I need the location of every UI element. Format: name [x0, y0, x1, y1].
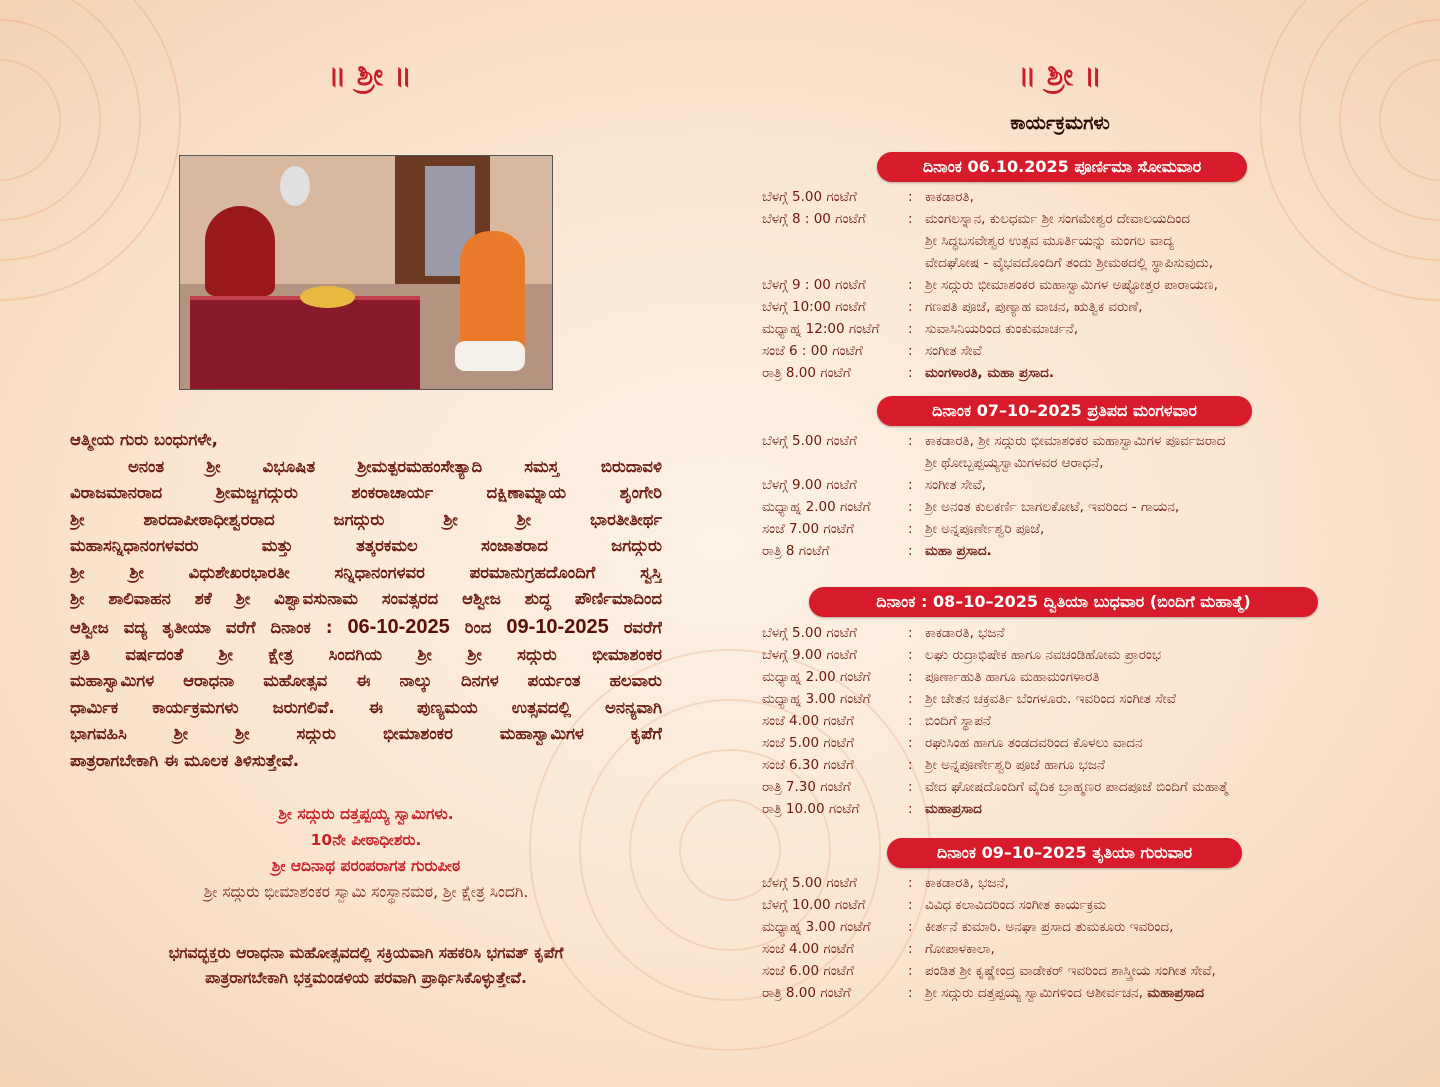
description-text: ಶ್ರೀ ಸಿದ್ಧಬಸವೇಶ್ವರ ಉತ್ಸವ ಮೂರ್ತಿಯನ್ನು ಮಂಗಲ ವಾದ್ಯ: [925, 233, 1174, 249]
schedule-description: [925, 208, 1190, 230]
matha-address: ಶ್ರೀ ಸದ್ಗುರು ಭೀಮಾಶಂಕರ ಸ್ವಾಮಿ ಸಂಸ್ಥಾನಮಠ, ಶ್ರೀ ಕ್ಷೇತ್ರ ಸಿಂದಗಿ.: [203, 883, 529, 901]
schedule-time: ಬೆಳಗ್ಗೆ 9.00 ಗಂಟೆಗೆ: [762, 477, 857, 493]
appeal-line: ಭಗವದ್ಭಕ್ತರು ಆರಾಧನಾ ಮಹೋತ್ಸವದಲ್ಲಿ ಸಕ್ರಿಯವಾಗಿ ಸಹಕರಿಸಿ ಭಗವತ್ ಕೃಪೆಗೆ: [168, 944, 564, 962]
devotee-appeal: [70, 941, 662, 991]
schedule-row: [762, 754, 1229, 776]
schedule-description: [925, 798, 982, 820]
schedule-row: [762, 938, 1216, 960]
schedule-row: [762, 798, 1229, 820]
colon-separator: :: [908, 963, 913, 979]
description-text: ಪೂರ್ಣಾಹುತಿ ಹಾಗೂ ಮಹಾಮಂಗಳಾರತಿ: [925, 669, 1100, 685]
schedule-time: ಸಂಜೆ 6 : 00 ಗಂಟೆಗೆ: [762, 343, 863, 359]
schedule-description: [925, 872, 1009, 894]
schedule-time: ಸಂಜೆ 7.00 ಗಂಟೆಗೆ: [762, 521, 854, 537]
schedule-row: [762, 622, 1229, 644]
description-text: ರಘುಸಿಂಹ ಹಾಗೂ ತಂಡದವರಿಂದ ಕೊಳಲು ವಾದನ: [925, 735, 1143, 751]
schedule-time: ರಾತ್ರಿ 8.00 ಗಂಟೆಗೆ: [762, 985, 851, 1001]
description-text: ಸಂಗೀತ ಸೇವೆ,: [925, 477, 986, 493]
schedule-time: [762, 452, 908, 474]
schedule-time: [762, 230, 908, 252]
date-range-line: [70, 613, 662, 642]
day-banner-3: ದಿನಾಂಕ : 08–10–2025 ದ್ವಿತಿಯಾ ಬುಧವಾರ (ಬಿಂದಿಗೆ ಮಹಾತ್ಮೆ): [809, 587, 1318, 617]
end-date: 09-10-2025: [506, 615, 609, 638]
description-text: ವೇದ ಘೋಷದೊಂದಿಗೆ ವೈದಿಕ ಬ್ರಾಹ್ಮಣರ ಪಾದಪೂಜೆ ಬಿಂದಿಗೆ ಮಹಾತ್ಮೆ: [925, 779, 1229, 795]
schedule-row: [762, 430, 1226, 452]
schedule-time: [762, 252, 908, 274]
day-schedule-2: [762, 430, 1226, 562]
schedule-description: [925, 452, 1104, 474]
description-text: ಸಂಗೀತ ಸೇವೆ: [925, 343, 982, 359]
description-text: ಶ್ರೀ ಸದ್ಗುರು ದತ್ತಪ್ಪಯ್ಯ ಸ್ವಾಮಿಗಳಿಂದ ಆಶೀರ್ವಚನ,: [925, 985, 1148, 1001]
schedule-time: ಸಂಜೆ 5.00 ಗಂಟೆಗೆ: [762, 735, 854, 751]
schedule-row: [762, 710, 1229, 732]
paragraph-line: ಮಹಾಸ್ವಾಮಿಗಳ ಆರಾಧನಾ ಮಹೋತ್ಸವ ಈ ನಾಲ್ಕು ದಿನಗಳ ಪರ್ಯಂತ ಹಲವಾರು: [70, 671, 662, 690]
colon-separator: :: [908, 343, 913, 359]
schedule-description: [925, 252, 1213, 274]
schedule-time: ರಾತ್ರಿ 7.30 ಗಂಟೆಗೆ: [762, 779, 851, 795]
description-text: ಬಿಂದಿಗೆ ಸ್ಥಾಪನೆ: [925, 713, 991, 729]
signature-block: [70, 801, 662, 905]
paragraph-line: ಧಾರ್ಮಿಕ ಕಾರ್ಯಕ್ರಮಗಳು ಜರುಗಲಿವೆ. ಈ ಪುಣ್ಯಮಯ ಉತ್ಸವದಲ್ಲಿ ಅನನ್ಯವಾಗಿ: [70, 697, 662, 717]
colon-separator: :: [908, 801, 913, 817]
day-schedule-4: [762, 872, 1216, 1004]
description-highlight: ಮಂಗಳಾರತಿ, ಮಹಾ ಪ್ರಸಾದ.: [925, 365, 1055, 381]
colon-separator: :: [908, 647, 913, 663]
paragraph-line: ಅನಂತ ಶ್ರೀ ವಿಭೂಷಿತ ಶ್ರೀಮತ್ಪರಮಹಂಸೇತ್ಯಾದಿ ಸಮಸ್ತ ಬಿರುದಾವಳಿ: [128, 456, 662, 476]
schedule-row: [762, 688, 1229, 710]
schedule-row: [762, 186, 1218, 208]
schedule-description: [925, 518, 1044, 540]
schedule-description: [925, 666, 1099, 688]
schedule-time: ಸಂಜೆ 4.00 ಗಂಟೆಗೆ: [762, 941, 854, 957]
schedule-description: [925, 732, 1143, 754]
schedule-time: ಸಂಜೆ 6.00 ಗಂಟೆಗೆ: [762, 963, 854, 979]
schedule-description: [925, 754, 1105, 776]
day-banner-1: ದಿನಾಂಕ 06.10.2025 ಪೂರ್ಣಿಮಾ ಸೋಮವಾರ: [877, 152, 1247, 182]
schedule-time: ಬೆಳಗ್ಗೆ 8 : 00 ಗಂಟೆಗೆ: [762, 211, 866, 227]
schedule-time: ಮಧ್ಯಾಹ್ನ 2.00 ಗಂಟೆಗೆ: [762, 499, 871, 515]
appeal-line: ಪಾತ್ರರಾಗಬೇಕಾಗಿ ಭಕ್ತಮಂಡಳಿಯ ಪರವಾಗಿ ಪ್ರಾರ್ಥಿಸಿಕೊಳ್ಳುತ್ತೇವೆ.: [205, 969, 527, 987]
day-banner-2: ದಿನಾಂಕ 07–10–2025 ಪ್ರತಿಪದ ಮಂಗಳವಾರ: [877, 396, 1252, 426]
colon-separator: :: [908, 477, 913, 493]
schedule-row: [762, 644, 1229, 666]
schedule-description: [925, 540, 992, 562]
schedule-time: ರಾತ್ರಿ 10.00 ಗಂಟೆಗೆ: [762, 801, 860, 817]
description-text: ಮಂಗಲಸ್ನಾನ, ಕುಲಧರ್ಮ ಶ್ರೀ ಸಂಗಮೇಶ್ವರ ದೇವಾಲಯದಿಂದ: [925, 211, 1191, 227]
description-text: ಶ್ರೀ ಥೋಬ್ಬಪ್ಪಯ್ಯಸ್ವಾಮಿಗಳವರ ಆರಾಧನೆ,: [925, 455, 1104, 471]
colon-separator: :: [908, 321, 913, 337]
colon-separator: :: [908, 365, 913, 381]
description-text: ವಿವಿಧ ಕಲಾವಿದರಿಂದ ಸಂಗೀತ ಕಾರ್ಯಕ್ರಮ: [925, 897, 1107, 913]
schedule-description: [925, 776, 1229, 798]
paragraph-line: ಶ್ರೀ ಶ್ರೀ ವಿಧುಶೇಖರಭಾರತೀ ಸನ್ನಿಧಾನಂಗಳವರ ಪರಮಾನುಗ್ರಹದೊಂದಿಗೆ ಸ್ವಸ್ತಿ: [70, 562, 662, 582]
paragraph-line: ಭಾಗವಹಿಸಿ ಶ್ರೀ ಶ್ರೀ ಸದ್ಗುರು ಭೀಮಾಶಂಕರ ಮಹಾಸ್ವಾಮಿಗಳ ಕೃಪೆಗೆ: [70, 724, 662, 743]
date-line-from: ರಿಂದ: [464, 617, 492, 637]
schedule-description: [925, 430, 1226, 452]
schedule-row: [762, 230, 1218, 252]
date-line-prefix: ಆಶ್ವೀಜ ವದ್ಯ ತೃತೀಯಾ ವರೆಗೆ ದಿನಾಂಕ :: [70, 617, 333, 637]
paragraph-line: ಪ್ರತಿ ವರ್ಷದಂತೆ ಶ್ರೀ ಕ್ಷೇತ್ರ ಸಿಂದಗಿಯ ಶ್ರೀ ಶ್ರೀ ಸದ್ಗುರು ಭೀಮಾಶಂಕರ: [70, 644, 662, 664]
schedule-row: [762, 452, 1226, 474]
colon-separator: :: [908, 543, 913, 559]
description-text: ಲಘು ರುದ್ರಾಭಿಷೇಕ ಹಾಗೂ ನವಚಂಡಿಹೋಮ ಪ್ರಾರಂಭ: [925, 647, 1162, 663]
colon-separator: :: [908, 499, 913, 515]
greeting: ಆತ್ಮೀಯ ಗುರು ಬಂಧುಗಳೇ,: [70, 430, 218, 449]
schedule-description: [925, 688, 1176, 710]
schedule-row: [762, 916, 1216, 938]
colon-separator: [908, 452, 925, 474]
schedule-row: [762, 982, 1216, 1004]
schedule-row: [762, 776, 1229, 798]
schedule-time: ರಾತ್ರಿ 8.00 ಗಂಟೆಗೆ: [762, 365, 851, 381]
description-text: ಶ್ರೀ ಸದ್ಗುರು ಭೀಮಾಶಂಕರ ಮಹಾಸ್ವಾಮಿಗಳ ಅಷ್ಟೋತ್ತರ ಪಾರಾಯಣ,: [925, 277, 1218, 293]
description-highlight: ಮಹಾಪ್ರಸಾದ: [1147, 985, 1205, 1001]
schedule-description: [925, 644, 1161, 666]
day-schedule-1: [762, 186, 1218, 384]
colon-separator: :: [908, 919, 913, 935]
signatory-name: ಶ್ರೀ ಸದ್ಗುರು ದತ್ತಪ್ಪಯ್ಯ ಸ್ವಾಮಿಗಳು.: [278, 805, 454, 823]
description-text: ಗಣಪತಿ ಪೂಜೆ, ಪುಣ್ಯಾಹ ವಾಚನ, ಋತ್ವಿಕ ವರುಣೆ,: [925, 299, 1143, 315]
schedule-description: [925, 622, 1005, 644]
description-highlight: ಮಹಾಪ್ರಸಾದ: [925, 801, 982, 817]
schedule-row: [762, 518, 1226, 540]
description-text: ಗೋಪಾಳಕಾಲಾ,: [925, 941, 995, 957]
schedule-row: [762, 362, 1218, 384]
mandala-ornament-top-left: [0, 0, 200, 340]
description-highlight: ಮಹಾ ಪ್ರಸಾದ.: [925, 543, 992, 559]
colon-separator: :: [908, 189, 913, 205]
schedule-time: ಮಧ್ಯಾಹ್ನ 3.00 ಗಂಟೆಗೆ: [762, 919, 871, 935]
colon-separator: :: [908, 669, 913, 685]
schedule-time: ಬೆಳಗ್ಗೆ 10:00 ಗಂಟೆಗೆ: [762, 299, 866, 315]
description-text: ಶ್ರೀ ಅನಂತ ಕುಲಕರ್ಣಿ ಬಾಗಲಕೋಟೆ, ಇವರಿಂದ - ಗಾಯನ,: [925, 499, 1180, 515]
colon-separator: :: [908, 897, 913, 913]
description-text: ಪಂಡಿತ ಶ್ರೀ ಕೃಷ್ಣೇಂದ್ರ ವಾಡೇಕರ್ ಇವರಿಂದ ಶಾಸ್ತ್ರೀಯ ಸಂಗೀತ ಸೇವೆ,: [925, 963, 1216, 979]
schedule-description: [925, 916, 1173, 938]
colon-separator: [908, 230, 925, 252]
paragraph-line: ವಿರಾಜಮಾನರಾದ ಶ್ರೀಮಜ್ಜಗದ್ಗುರು ಶಂಕರಾಚಾರ್ಯ ದಕ್ಷಿಣಾಮ್ನಾಯ ಶೃಂಗೇರಿ: [70, 483, 662, 502]
colon-separator: :: [908, 211, 913, 227]
schedule-description: [925, 894, 1106, 916]
schedule-description: [925, 474, 986, 496]
date-line-until: ರವರೆಗೆ: [623, 617, 662, 637]
colon-separator: :: [908, 713, 913, 729]
colon-separator: [908, 252, 925, 274]
schedule-time: ಬೆಳಗ್ಗೆ 5.00 ಗಂಟೆಗೆ: [762, 625, 857, 641]
start-date: 06-10-2025: [347, 615, 450, 638]
schedule-time: ಬೆಳಗ್ಗೆ 9.00 ಗಂಟೆಗೆ: [762, 647, 857, 663]
schedule-description: [925, 274, 1218, 296]
mandala-ornament-top-right: [1260, 0, 1440, 360]
paragraph-line: ಶ್ರೀ ಶಾಲಿವಾಹನ ಶಕೆ ಶ್ರೀ ವಿಶ್ವಾವಸುನಾಮ ಸಂವತ್ಸರದ ಆಶ್ವೀಜ ಶುದ್ಧ ಪೌರ್ಣಿಮಾದಿಂದ: [70, 589, 662, 608]
schedule-row: [762, 894, 1216, 916]
description-text: ಕೀರ್ತನೆ ಕುಮಾರಿ. ಅನಘಾ ಪ್ರಸಾದ ತುಮಕೂರು ಇವರಿಂದ,: [925, 919, 1174, 935]
sri-heading-left: ॥ ಶ್ರೀ ॥: [328, 58, 412, 93]
sri-heading-right: ॥ ಶ್ರೀ ॥: [1018, 58, 1102, 93]
schedule-time: ಮಧ್ಯಾಹ್ನ 3.00 ಗಂಟೆಗೆ: [762, 691, 871, 707]
programs-title: ಕಾರ್ಯಕ್ರಮಗಳು: [1010, 112, 1110, 134]
schedule-time: ಬೆಳಗ್ಗೆ 10.00 ಗಂಟೆಗೆ: [762, 897, 866, 913]
schedule-row: [762, 318, 1218, 340]
schedule-time: ಬೆಳಗ್ಗೆ 5.00 ಗಂಟೆಗೆ: [762, 875, 857, 891]
description-text: ಕಾಕಡಾರತಿ, ಭಜನೆ: [925, 625, 1005, 641]
schedule-description: [925, 296, 1143, 318]
schedule-row: [762, 732, 1229, 754]
schedule-row: [762, 540, 1226, 562]
schedule-time: ಸಂಜೆ 4.00 ಗಂಟೆಗೆ: [762, 713, 854, 729]
schedule-time: ಮಧ್ಯಾಹ್ನ 12:00 ಗಂಟೆಗೆ: [762, 321, 880, 337]
description-text: ವೇದಘೋಷ - ವೈಭವದೊಂದಿಗೆ ತಂದು ಶ್ರೀಮಠದಲ್ಲಿ ಸ್ಥಾಪಿಸುವುದು,: [925, 255, 1214, 271]
schedule-description: [925, 340, 982, 362]
colon-separator: :: [908, 941, 913, 957]
signatory-title: 10ನೇ ಪೀಠಾಧೀಶರು.: [310, 831, 422, 849]
schedule-row: [762, 666, 1229, 688]
schedule-time: ಬೆಳಗ್ಗೆ 5.00 ಗಂಟೆಗೆ: [762, 433, 857, 449]
schedule-row: [762, 252, 1218, 274]
day-schedule-3: [762, 622, 1229, 820]
schedule-description: [925, 982, 1204, 1004]
paragraph-line: ಶ್ರೀ ಶಾರದಾಪೀಠಾಧೀಶ್ವರರಾದ ಜಗದ್ಗುರು ಶ್ರೀ ಶ್ರೀ ಭಾರತೀತೀರ್ಥ: [70, 509, 662, 529]
description-text: ಶ್ರೀ ಚೇತನ ಚಕ್ರವರ್ತಿ ಬೆಂಗಳೂರು. ಇವರಿಂದ ಸಂಗೀತ ಸೇವೆ: [925, 691, 1176, 707]
peetha-name: ಶ್ರೀ ಆದಿನಾಥ ಪರಂಪರಾಗತ ಗುರುಪೀಠ: [271, 857, 461, 875]
schedule-description: [925, 710, 991, 732]
schedule-description: [925, 496, 1179, 518]
description-text: ಶ್ರೀ ಅನ್ನಪೂರ್ಣೇಶ್ವರಿ ಪೂಜೆ,: [925, 521, 1045, 537]
schedule-row: [762, 960, 1216, 982]
colon-separator: :: [908, 277, 913, 293]
colon-separator: :: [908, 875, 913, 891]
schedule-time: ಬೆಳಗ್ಗೆ 5.00 ಗಂಟೆಗೆ: [762, 189, 857, 205]
schedule-description: [925, 960, 1216, 982]
schedule-row: [762, 208, 1218, 230]
colon-separator: :: [908, 735, 913, 751]
schedule-description: [925, 318, 1078, 340]
schedule-row: [762, 474, 1226, 496]
schedule-row: [762, 274, 1218, 296]
schedule-row: [762, 872, 1216, 894]
colon-separator: :: [908, 299, 913, 315]
colon-separator: :: [908, 985, 913, 1001]
schedule-time: ಮಧ್ಯಾಹ್ನ 2.00 ಗಂಟೆಗೆ: [762, 669, 871, 685]
colon-separator: :: [908, 433, 913, 449]
swamiji-photo: [179, 155, 553, 390]
description-text: ಕಾಕಡಾರತಿ, ಶ್ರೀ ಸದ್ಗುರು ಭೀಮಾಶಂಕರ ಮಹಾಸ್ವಾಮಿಗಳ ಪೂರ್ವಜರಾದ: [925, 433, 1226, 449]
colon-separator: :: [908, 521, 913, 537]
day-banner-4: ದಿನಾಂಕ 09–10–2025 ತೃತಿಯಾ ಗುರುವಾರ: [887, 838, 1242, 868]
schedule-description: [925, 362, 1054, 384]
colon-separator: :: [908, 691, 913, 707]
schedule-description: [925, 186, 974, 208]
schedule-description: [925, 230, 1174, 252]
description-text: ಕಾಕಡಾರತಿ,: [925, 189, 974, 205]
schedule-row: [762, 340, 1218, 362]
schedule-time: ಸಂಜೆ 6.30 ಗಂಟೆಗೆ: [762, 757, 854, 773]
description-text: ಶ್ರೀ ಅನ್ನಪೂರ್ಣೇಶ್ವರಿ ಪೂಜೆ ಹಾಗೂ ಭಜನೆ: [925, 757, 1105, 773]
schedule-row: [762, 296, 1218, 318]
schedule-time: ಬೆಳಗ್ಗೆ 9 : 00 ಗಂಟೆಗೆ: [762, 277, 866, 293]
paragraph-line: ಪಾತ್ರರಾಗಬೇಕಾಗಿ ಈ ಮೂಲಕ ತಿಳಿಸುತ್ತೇವೆ.: [70, 750, 299, 770]
invitation-letter: [70, 427, 662, 774]
colon-separator: :: [908, 779, 913, 795]
colon-separator: :: [908, 757, 913, 773]
schedule-time: ರಾತ್ರಿ 8 ಗಂಟೆಗೆ: [762, 543, 830, 559]
paragraph-line: ಮಹಾಸನ್ನಿಧಾನಂಗಳವರು ಮತ್ತು ತತ್ಕರಕಮಲ ಸಂಜಾತರಾದ ಜಗದ್ಗುರು: [70, 536, 662, 555]
schedule-row: [762, 496, 1226, 518]
description-text: ಕಾಕಡಾರತಿ, ಭಜನೆ,: [925, 875, 1009, 891]
description-text: ಸುವಾಸಿನಿಯರಿಂದ ಕುಂಕುಮಾರ್ಚನೆ,: [925, 321, 1079, 337]
schedule-description: [925, 938, 995, 960]
colon-separator: :: [908, 625, 913, 641]
